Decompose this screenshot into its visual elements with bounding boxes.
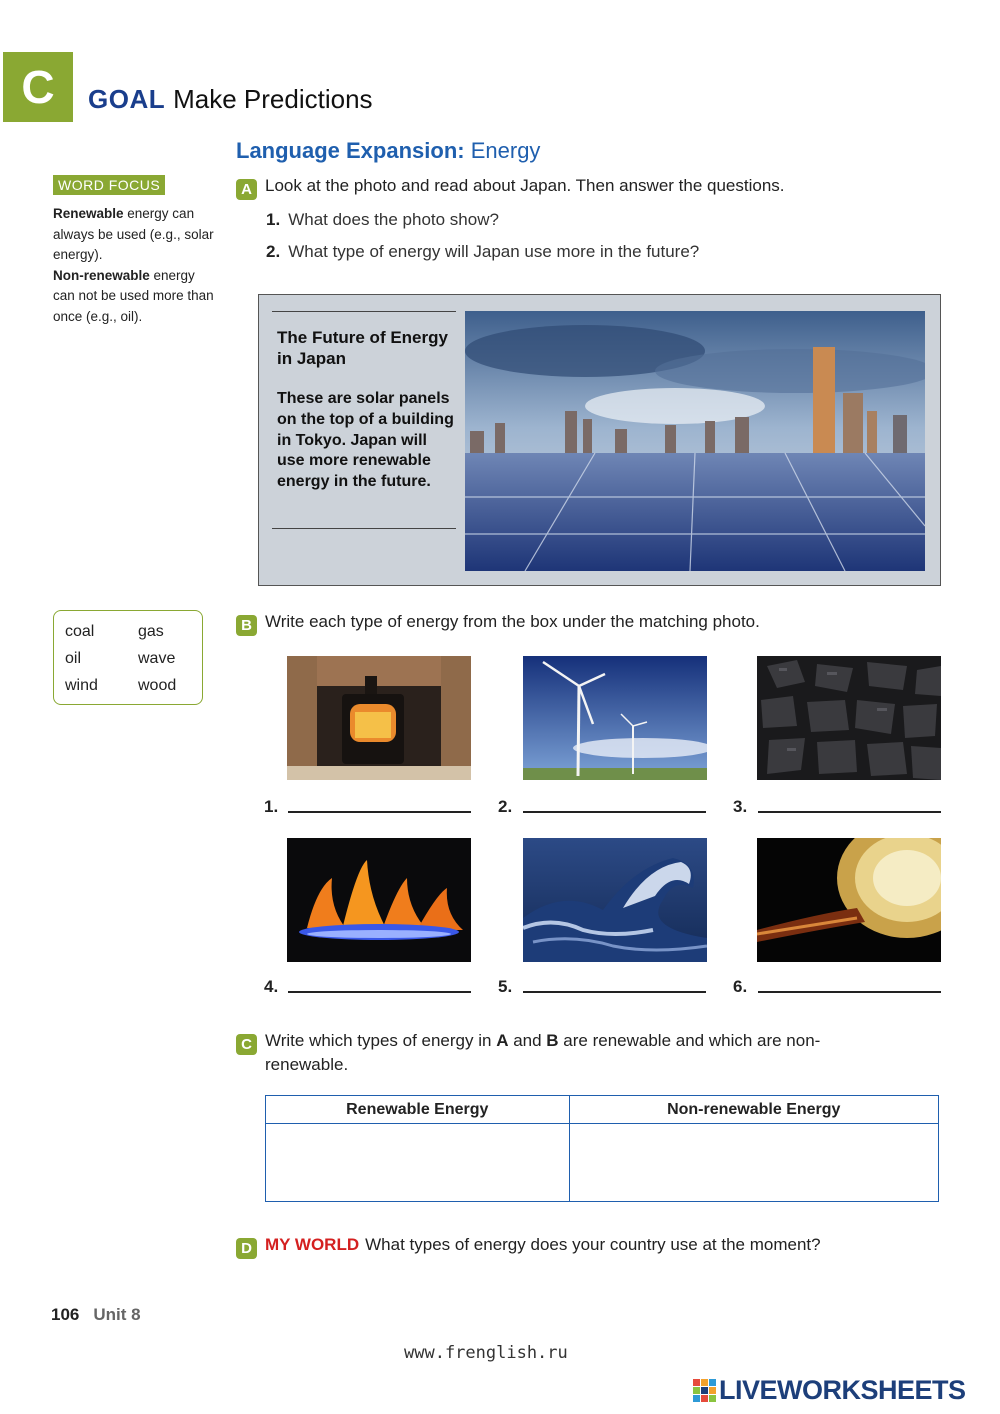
- exercise-ref-a: A: [496, 1031, 509, 1050]
- question-number: 1.: [266, 210, 281, 229]
- exercise-c-instruction-line2: renewable.: [265, 1055, 349, 1074]
- wind-turbines-photo: [523, 656, 707, 780]
- logo-grid-icon: [693, 1379, 716, 1402]
- goal-text: Make Predictions: [173, 84, 373, 114]
- answer-line-1[interactable]: [288, 811, 471, 813]
- section-letter-tab: C: [3, 52, 73, 122]
- word-focus-tag: WORD FOCUS: [53, 175, 165, 195]
- renewable-term: Renewable: [53, 206, 124, 221]
- word-item: wind: [65, 677, 98, 694]
- exercise-c-instruction: [236, 1031, 820, 1055]
- word-item: wave: [138, 650, 176, 667]
- non-renewable-definition: energy can not be used more than once (e.g., oil).: [53, 267, 214, 324]
- my-world-label: MY WORLD: [265, 1235, 360, 1254]
- question-1: [266, 210, 499, 230]
- non-renewable-header: Non-renewable Energy: [569, 1096, 938, 1124]
- oil-pour-photo: [757, 838, 941, 962]
- non-renewable-answer-cell[interactable]: [569, 1124, 938, 1202]
- answer-line-5[interactable]: [523, 991, 706, 993]
- word-item: gas: [138, 623, 164, 640]
- answer-number: 6.: [733, 977, 748, 996]
- answer-number: 5.: [498, 977, 513, 996]
- unit-label: Unit 8: [93, 1305, 141, 1324]
- word-item: oil: [65, 650, 82, 667]
- exercise-b-text: Write each type of energy from the box under the matching photo.: [265, 612, 760, 631]
- exercise-c-text-pre: Write which types of energy in: [265, 1031, 497, 1050]
- reading-bottom-rule: [272, 528, 456, 529]
- exercise-d-question: What types of energy does your country use at the moment?: [365, 1235, 821, 1254]
- page-footer: [51, 1305, 141, 1325]
- question-text: What type of energy will Japan use more in the future?: [288, 242, 700, 261]
- exercise-d-instruction: [236, 1235, 821, 1259]
- lang-title-bold: Language Expansion:: [236, 138, 465, 163]
- coal-photo: [757, 656, 941, 780]
- energy-word-box: [53, 610, 203, 705]
- source-url: www.frenglish.ru: [404, 1343, 568, 1363]
- page-number: 106: [51, 1305, 80, 1324]
- renewable-header: Renewable Energy: [266, 1096, 570, 1124]
- exercise-a-badge: A: [236, 179, 257, 200]
- answer-line-4[interactable]: [288, 991, 471, 993]
- lang-title-topic: Energy: [470, 138, 541, 163]
- energy-classification-table: [265, 1095, 939, 1202]
- wood-stove-photo: [287, 656, 471, 780]
- reading-title: The Future of Energy in Japan: [277, 328, 448, 368]
- renewable-answer-cell[interactable]: [266, 1124, 570, 1202]
- exercise-ref-b: B: [546, 1031, 559, 1050]
- ocean-wave-photo: [523, 838, 707, 962]
- exercise-c-and: and: [508, 1031, 547, 1050]
- exercise-a-text: Look at the photo and read about Japan. Then answer the questions.: [265, 176, 785, 195]
- answer-number: 1.: [264, 797, 279, 816]
- word-item: coal: [65, 623, 95, 640]
- renewable-definition: energy can always be used (e.g., solar energy).: [53, 206, 214, 262]
- exercise-c-badge: C: [236, 1034, 257, 1055]
- exercise-a-instruction: [236, 176, 785, 200]
- goal-label: GOAL: [88, 84, 166, 114]
- tokyo-solar-panels-photo: [465, 311, 925, 571]
- question-2: [266, 242, 699, 262]
- exercise-b-badge: B: [236, 615, 257, 636]
- exercise-c-text-post: are renewable and which are non-: [558, 1031, 821, 1050]
- reading-body: These are solar panels on the top of a building in Tokyo. Japan will use more renewable energy in the future.: [277, 390, 454, 491]
- exercise-d-badge: D: [236, 1238, 257, 1259]
- answer-line-3[interactable]: [758, 811, 941, 813]
- reading-top-rule: [272, 311, 456, 312]
- logo-text: LIVEWORKSHEETS: [719, 1375, 966, 1405]
- word-focus-definitions: [53, 204, 218, 327]
- word-item: wood: [138, 677, 177, 694]
- answer-number: 2.: [498, 797, 513, 816]
- answer-number: 3.: [733, 797, 748, 816]
- non-renewable-term: Non-renewable: [53, 267, 150, 283]
- question-text: What does the photo show?: [288, 210, 499, 229]
- answer-number: 4.: [264, 977, 279, 996]
- language-expansion-title: [236, 138, 540, 164]
- answer-line-6[interactable]: [758, 991, 941, 993]
- goal-heading: [88, 84, 373, 115]
- answer-line-2[interactable]: [523, 811, 706, 813]
- question-number: 2.: [266, 242, 281, 261]
- liveworksheets-logo: [693, 1375, 966, 1406]
- gas-flame-photo: [287, 838, 471, 962]
- exercise-b-instruction: [236, 612, 760, 636]
